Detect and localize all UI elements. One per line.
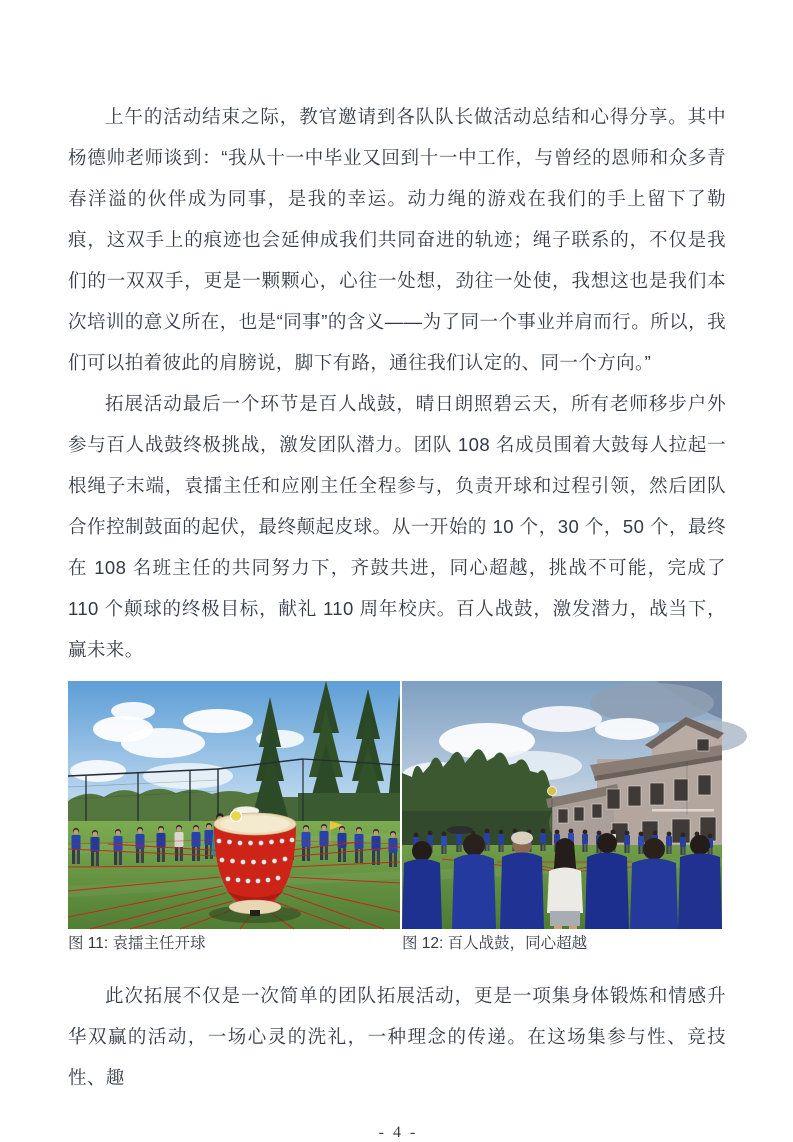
- ball-on-drum: [231, 811, 242, 822]
- paragraph-drum-challenge: 拓展活动最后一个环节是百人战鼓，晴日朗照碧云天，所有老师移步户外参与百人战鼓终极挑战，激发团队潜力。团队 108 名成员围着大鼓每人拉起一根绳子末端，袁擂主任和应刚主任全程参与，负责开球和过程引领，然后团队合作控制鼓面的起伏，最终颠起皮球。从一开始的 10 个，30 个，50 个，最终在 108 名班主任的共同努力下，齐鼓共进，同心超越，挑战不可能，完成了 110 个颠球的终极目标，献礼 110 周年校庆。百人战鼓，激发潜力，战当下，赢未来。: [68, 393, 726, 660]
- beige-hat: [511, 832, 533, 845]
- white-top: [547, 868, 583, 914]
- paragraph-sharing: 上午的活动结束之际，教官邀请到各队队长做活动总结和心得分享。其中杨德帅老师谈到：“我从十一中毕业又回到十一中工作，与曾经的恩师和众多青春洋溢的伙伴成为同事，是我的幸运。动力绳的游戏在我们的手上留下了勒痕，这双手上的痕迹也会延伸成我们共同奋进的轨迹；绳子联系的，不仅是我们的一双双手，更是一颗颗心，心往一处想，劲往一处使，我想这也是我们本次培训的意义所在，也是“同事”的含义——为了同一个事业并肩而行。所以，我们可以拍着彼此的肩膀说，脚下有路，通往我们认定的、同一个方向。”: [68, 106, 726, 373]
- figure-11: [68, 681, 400, 954]
- page-footer: [68, 1124, 726, 1142]
- dark-umbrella: [447, 826, 473, 834]
- figure-11-caption: 图 11: 袁擂主任开球: [68, 935, 206, 952]
- figure-12: [402, 681, 722, 954]
- figure-12-caption: 图 12: 百人战鼓，同心超越: [402, 935, 588, 952]
- figure-row: [68, 681, 726, 954]
- page-number: - 4 -: [378, 1124, 416, 1141]
- ball-in-air: [548, 787, 557, 796]
- balcony-rail: [652, 809, 714, 812]
- photo-drum-circle-crowd: [402, 681, 722, 929]
- paragraph-summary: 此次拓展不仅是一次简单的团队拓展活动，更是一项集身体锻炼和情感升华双赢的活动，一场心灵的洗礼，一种理念的传递。在这场集参与性、竞技性、趣: [68, 985, 726, 1088]
- photo-drum-opening: [68, 681, 400, 929]
